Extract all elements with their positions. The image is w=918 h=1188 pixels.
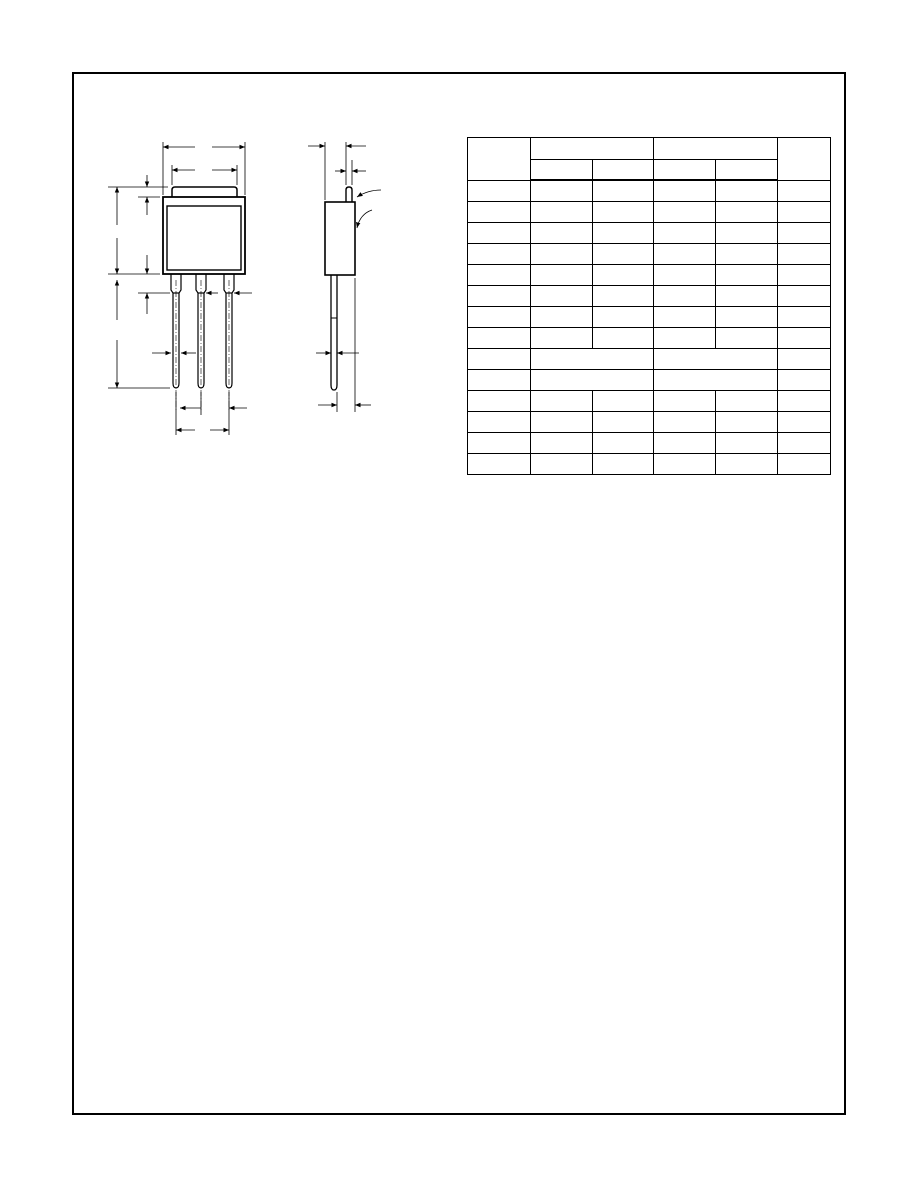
table-cell: [593, 391, 654, 412]
table-cell: [716, 433, 778, 454]
front-view: [108, 142, 252, 435]
lead-centerlines: [176, 280, 229, 410]
table-cell: [778, 180, 831, 202]
table-cell: [778, 265, 831, 286]
table-cell: [778, 223, 831, 244]
table-cell: [531, 454, 593, 475]
table-cell-merged: [654, 349, 778, 370]
table-cell: [716, 391, 778, 412]
package-body: [163, 197, 245, 274]
table-cell-merged: [531, 370, 654, 391]
dimension-table: [467, 137, 831, 475]
table-cell: [654, 223, 716, 244]
table-cell: [593, 454, 654, 475]
table-cell: [716, 286, 778, 307]
table-cell: [778, 307, 831, 328]
table-cell: [468, 202, 531, 223]
table-cell: [654, 286, 716, 307]
table-cell: [778, 244, 831, 265]
table-cell: [468, 286, 531, 307]
subheader-min-1: [531, 160, 593, 181]
table-cell: [531, 328, 593, 349]
table-cell: [531, 202, 593, 223]
table-cell: [778, 349, 831, 370]
table-cell: [468, 349, 531, 370]
header-group-2: [654, 138, 778, 160]
table-cell: [468, 433, 531, 454]
table-cell: [654, 391, 716, 412]
side-extension-lines: [325, 142, 355, 412]
table-cell: [593, 202, 654, 223]
table-cell: [778, 412, 831, 433]
table-cell: [716, 180, 778, 202]
table-cell: [468, 391, 531, 412]
table-cell: [531, 180, 593, 202]
table-cell: [531, 391, 593, 412]
subheader-min-2: [654, 160, 716, 181]
table-cell: [531, 265, 593, 286]
table-cell: [593, 180, 654, 202]
table-cell: [654, 307, 716, 328]
table-cell: [716, 412, 778, 433]
table-cell: [778, 433, 831, 454]
side-tab: [346, 187, 352, 202]
subheader-max-2: [716, 160, 778, 181]
table-cell: [468, 370, 531, 391]
table-cell: [778, 391, 831, 412]
header-group-1: [531, 138, 654, 160]
table-cell: [654, 180, 716, 202]
table-cell: [654, 244, 716, 265]
table-cell: [468, 454, 531, 475]
table-cell: [716, 265, 778, 286]
dimension-arrows: [117, 147, 252, 430]
table-cell: [468, 412, 531, 433]
table-cell: [468, 244, 531, 265]
table-cell: [654, 328, 716, 349]
table-cell: [716, 328, 778, 349]
subheader-max-1: [593, 160, 654, 181]
table-cell: [531, 412, 593, 433]
table-cell: [654, 265, 716, 286]
table-cell: [593, 328, 654, 349]
table-cell: [716, 244, 778, 265]
table-cell: [468, 223, 531, 244]
table-cell: [778, 454, 831, 475]
table-cell: [654, 412, 716, 433]
table-cell: [716, 454, 778, 475]
table-cell: [654, 433, 716, 454]
table-cell: [654, 454, 716, 475]
side-body: [325, 202, 355, 275]
table-cell: [778, 286, 831, 307]
table-cell: [531, 244, 593, 265]
table-cell: [593, 244, 654, 265]
table-cell-merged: [654, 370, 778, 391]
table-cell: [531, 433, 593, 454]
table-cell: [468, 180, 531, 202]
table-cell: [468, 265, 531, 286]
table-cell: [716, 307, 778, 328]
table-cell: [531, 223, 593, 244]
side-view: [308, 142, 381, 412]
table-cell: [531, 307, 593, 328]
table-cell: [593, 286, 654, 307]
table-cell: [468, 328, 531, 349]
table-cell: [654, 202, 716, 223]
table-cell: [593, 433, 654, 454]
table-cell: [778, 328, 831, 349]
side-lead: [331, 275, 337, 390]
package-tab: [172, 187, 237, 197]
table-cell: [531, 286, 593, 307]
table-cell: [716, 223, 778, 244]
header-symbol: [468, 138, 531, 181]
table-cell: [593, 223, 654, 244]
table-cell: [468, 307, 531, 328]
table-cell: [716, 202, 778, 223]
header-notes: [778, 138, 831, 181]
table-cell: [593, 265, 654, 286]
table-cell: [593, 307, 654, 328]
table-cell: [593, 412, 654, 433]
table-cell: [778, 202, 831, 223]
table-cell-merged: [531, 349, 654, 370]
table-cell: [778, 370, 831, 391]
package-body-inner: [167, 206, 241, 270]
